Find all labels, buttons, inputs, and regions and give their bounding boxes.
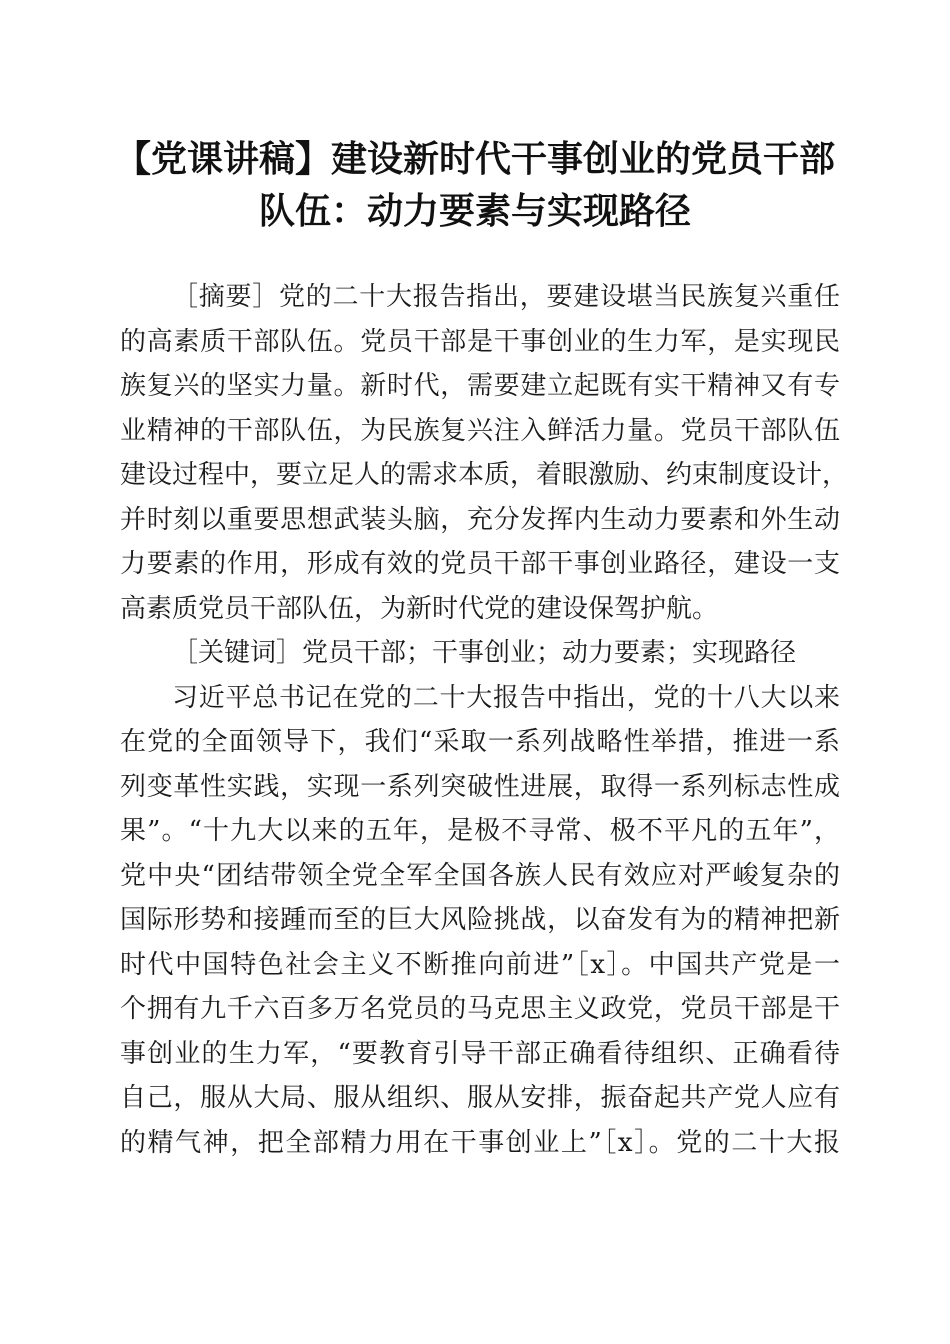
body-line: 时代中国特色社会主义不断推向前进”［x］。中国共产党是一: [120, 949, 840, 980]
body-line: 事创业的生力军，“要教育引导干部正确看待组织、正确看待: [120, 1038, 840, 1069]
body-line: 国际形势和接踵而至的巨大风险挑战，以奋发有为的精神把新: [120, 905, 840, 935]
abstract-line: 并时刻以重要思想武装头脑，充分发挥内生动力要素和外生动: [120, 504, 840, 535]
body-line: 在党的全面领导下，我们“采取一系列战略性举措，推进一系: [120, 727, 840, 757]
abstract-line: 族复兴的坚实力量。新时代，需要建立起既有实干精神又有专: [120, 371, 840, 401]
keywords-line: ［关键词］党员干部；干事创业；动力要素；实现路径: [172, 638, 797, 668]
body-line: 列变革性实践，实现一系列突破性进展，取得一系列标志性成: [120, 771, 840, 802]
abstract-line: ［摘要］党的二十大报告指出，要建设堪当民族复兴重任: [172, 282, 840, 312]
abstract-line: 力要素的作用，形成有效的党员干部干事创业路径，建设一支: [120, 549, 840, 579]
body-line: 个拥有九千六百多万名党员的马克思主义政党，党员干部是干: [120, 994, 840, 1024]
abstract-line: 建设过程中，要立足人的需求本质，着眼激励、约束制度设计，: [120, 460, 849, 490]
body-line: 的精气神，把全部精力用在干事创业上”［x］。党的二十大报: [120, 1127, 840, 1158]
body-line: 习近平总书记在党的二十大报告中指出，党的十八大以来: [172, 682, 840, 713]
abstract-line: 的高素质干部队伍。党员干部是干事创业的生力军，是实现民: [120, 326, 840, 357]
body-line: 党中央“团结带领全党全军全国各族人民有效应对严峻复杂的: [120, 860, 840, 891]
document-body: [120, 275, 849, 1165]
body-line: 果”。“十九大以来的五年，是极不寻常、极不平凡的五年”，: [120, 816, 840, 846]
title-line-2: 队伍：动力要素与实现路径: [258, 190, 691, 232]
document-title: [100, 133, 850, 237]
abstract-line: 业精神的干部队伍，为民族复兴注入鲜活力量。党员干部队伍: [120, 415, 840, 446]
body-line: 自己，服从大局、服从组织、服从安排，振奋起共产党人应有: [120, 1083, 840, 1113]
abstract-line: 高素质党员干部队伍，为新时代党的建设保驾护航。: [120, 593, 719, 624]
title-line-1: 【党课讲稿】建设新时代干事创业的党员干部: [114, 138, 835, 180]
